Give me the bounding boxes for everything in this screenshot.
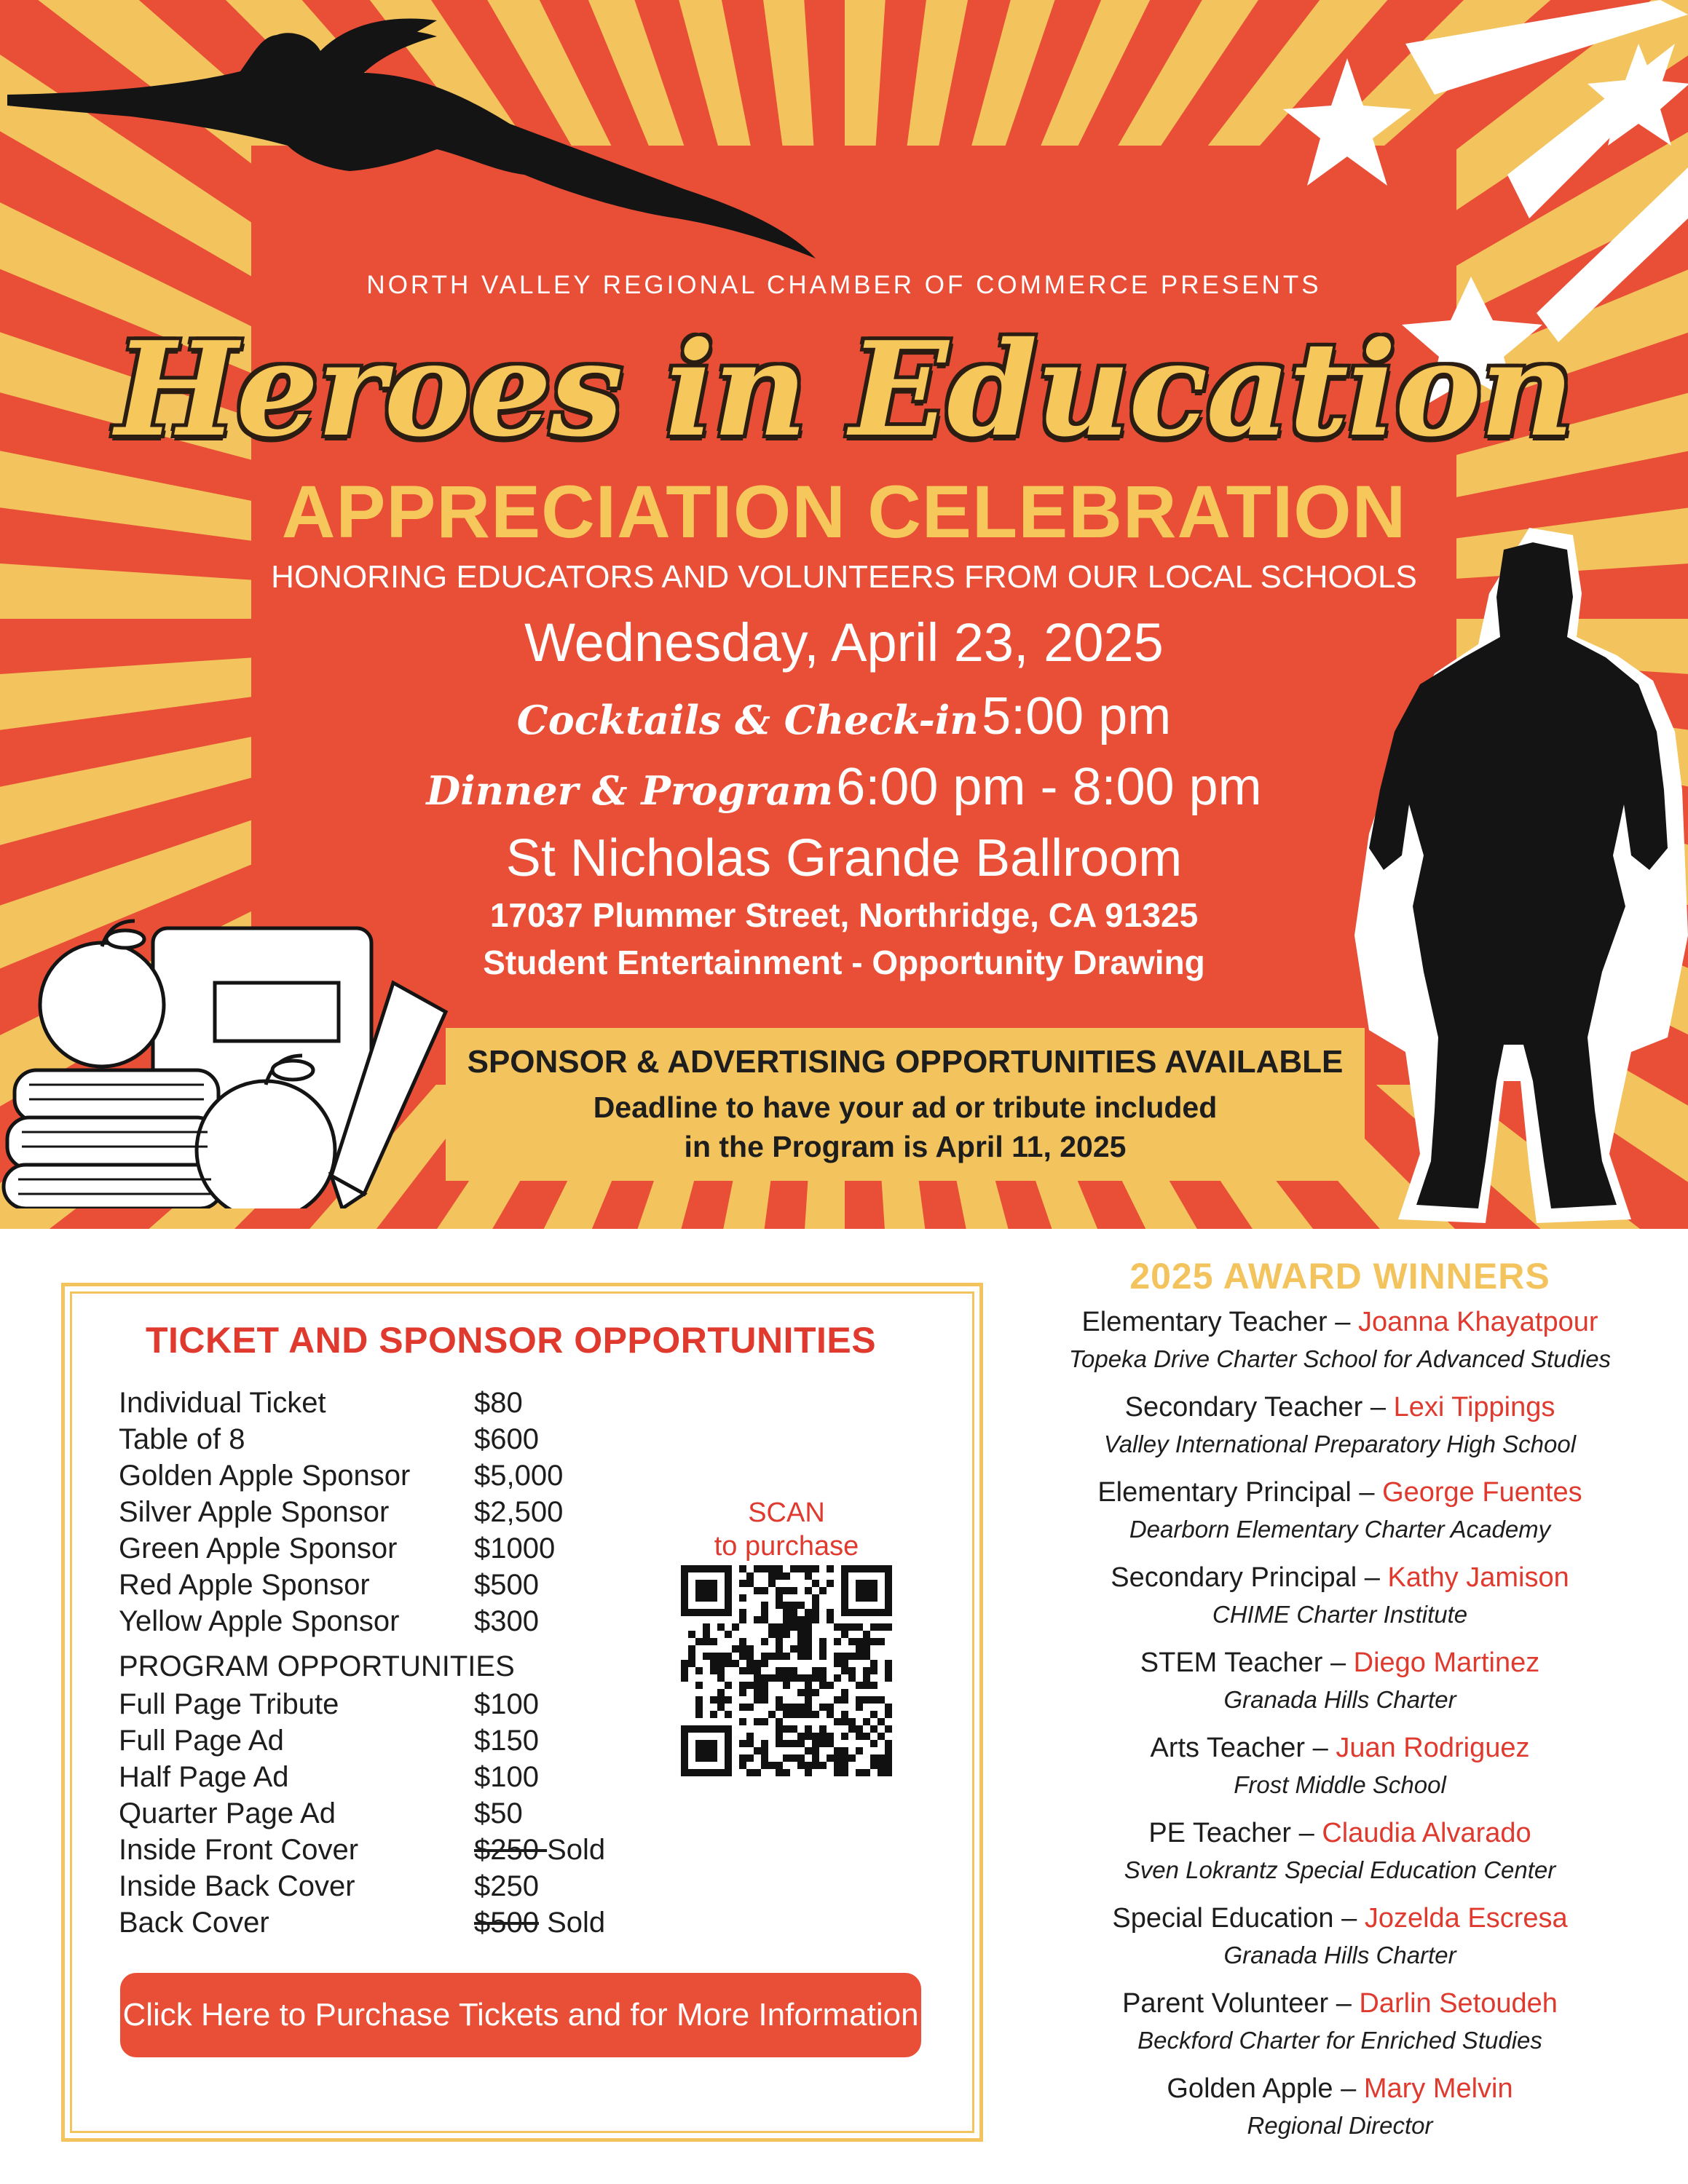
list-item: Golden Apple – Mary Melvin Regional Director [1167, 2073, 1513, 2139]
scan-label: SCAN to purchase [714, 1497, 859, 1562]
list-item: Inside Back Cover $250 [119, 1870, 539, 1902]
dinner-time: 6:00 pm - 8:00 pm [836, 758, 1262, 816]
list-item: Green Apple Sponsor $1000 [119, 1532, 556, 1564]
flying-hero-silhouette-icon [0, 7, 830, 262]
ticket-section-title: TICKET AND SPONSOR OPPORTUNITIES [146, 1320, 877, 1361]
list-item: Yellow Apple Sponsor $300 [119, 1605, 539, 1637]
award-winners-section [1012, 1251, 1668, 2153]
list-item: Table of 8 $600 [119, 1423, 539, 1455]
list-item: Silver Apple Sponsor $2,500 [119, 1496, 564, 1528]
list-item: Special Education – Jozelda Escresa Granada Hills Charter [1112, 1903, 1568, 1969]
list-item: PE Teacher – Claudia Alvarado Sven Lokrantz Special Education Center [1124, 1818, 1556, 1883]
list-item: Red Apple Sponsor $500 [119, 1569, 539, 1601]
sponsor-heading: SPONSOR & ADVERTISING OPPORTUNITIES AVAILABLE [467, 1044, 1344, 1080]
list-item: Elementary Teacher – Joanna Khayatpour Topeka Drive Charter School for Advanced Studies [1068, 1307, 1612, 1372]
list-item: Full Page Ad $150 [119, 1725, 539, 1757]
sponsor-banner [446, 1028, 1365, 1181]
entertainment-line: Student Entertainment - Opportunity Drawing [483, 943, 1205, 981]
list-item: Arts Teacher – Juan Rodriguez Frost Middle School [1150, 1733, 1530, 1798]
presenter-line: NORTH VALLEY REGIONAL CHAMBER OF COMMERCE PRESENTS [366, 271, 1322, 299]
list-item: Secondary Principal – Kathy Jamison CHIME Charter Institute [1111, 1562, 1569, 1628]
qr-code-icon[interactable] [681, 1565, 892, 1776]
program-heading: PROGRAM OPPORTUNITIES [119, 1650, 515, 1682]
list-item: STEM Teacher – Diego Martinez Granada Hills Charter [1140, 1647, 1540, 1713]
purchase-tickets-button[interactable]: Click Here to Purchase Tickets and for More Information [120, 1973, 921, 2057]
list-item: Inside Front Cover $250 Sold [119, 1834, 606, 1866]
dinner-label: Dinner & Program [426, 767, 833, 814]
honoring-line: HONORING EDUCATORS AND VOLUNTEERS FROM OUR LOCAL SCHOOLS [271, 559, 1417, 595]
event-date: Wednesday, April 23, 2025 [524, 612, 1164, 673]
venue-address: 17037 Plummer Street, Northridge, CA 91325 [489, 896, 1199, 934]
list-item: Full Page Tribute $100 [119, 1688, 539, 1720]
list-item: Individual Ticket $80 [119, 1387, 523, 1419]
list-item: Golden Apple Sponsor $5,000 [119, 1460, 564, 1492]
cocktails-label: Cocktails & Check-in [516, 697, 979, 743]
event-title: Heroes in Education [115, 313, 1573, 465]
deadline-line-1: Deadline to have your ad or tribute included [593, 1091, 1218, 1124]
event-subtitle: APPRECIATION CELEBRATION [281, 470, 1407, 553]
dinner-line [0, 757, 1688, 817]
list-item: Elementary Principal – George Fuentes Dearborn Elementary Charter Academy [1097, 1477, 1582, 1543]
list-item: Parent Volunteer – Darlin Setoudeh Beckford Charter for Enriched Studies [1122, 1988, 1558, 2054]
list-item: Back Cover $500 Sold [119, 1907, 606, 1939]
cocktails-time: 5:00 pm [982, 687, 1172, 745]
ticket-price-list [119, 1387, 643, 1943]
venue-name: St Nicholas Grande Ballroom [505, 829, 1183, 887]
cocktails-line [0, 687, 1688, 746]
list-item: Quarter Page Ad $50 [119, 1797, 523, 1829]
deadline-line-2: in the Program is April 11, 2025 [684, 1130, 1127, 1163]
list-item: Secondary Teacher – Lexi Tippings Valley International Preparatory High School [1103, 1392, 1577, 1457]
list-item: Half Page Ad $100 [119, 1761, 539, 1793]
winners-title: 2025 AWARD WINNERS [1129, 1256, 1550, 1297]
